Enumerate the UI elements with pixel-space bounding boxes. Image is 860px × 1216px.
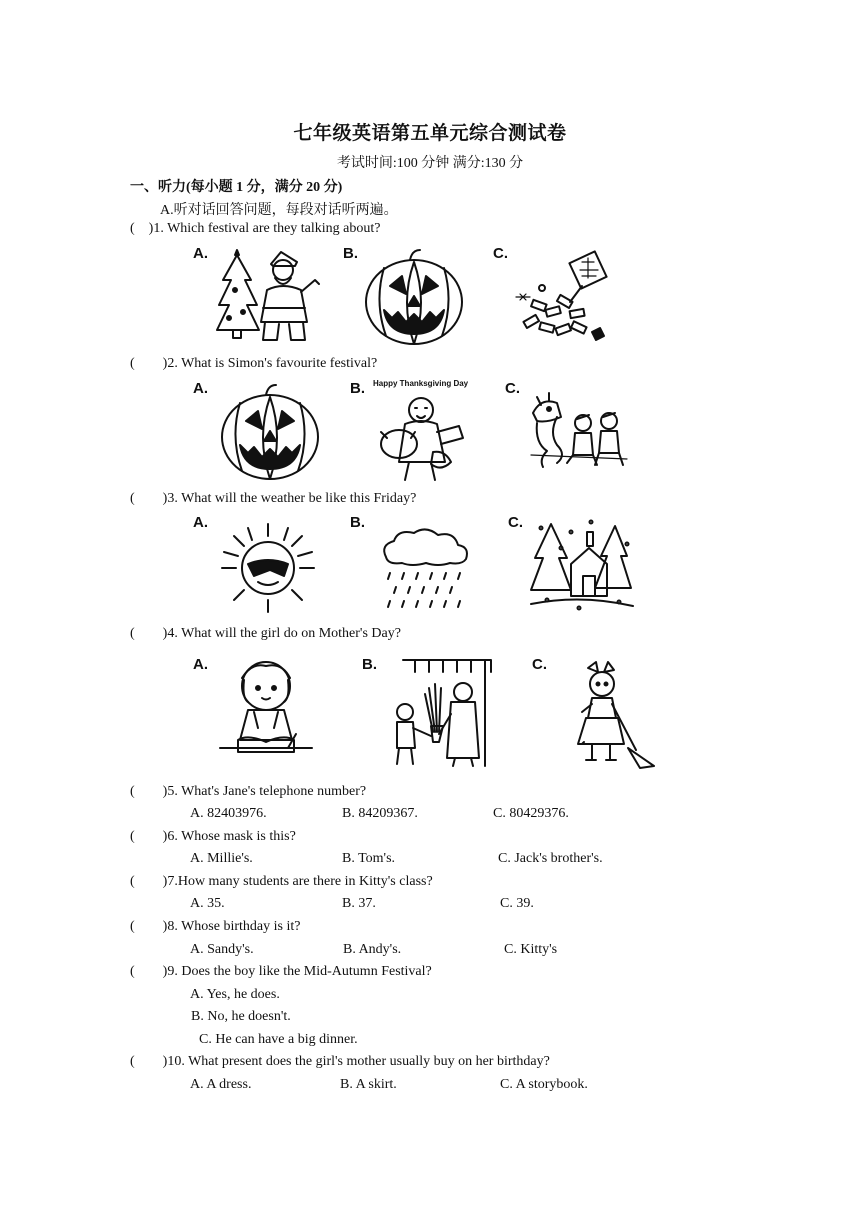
option-label: B. [362, 656, 377, 673]
option-a[interactable]: A. Sandy's. [190, 942, 254, 957]
option-b[interactable]: B. Andy's. [343, 942, 402, 957]
part-a-instruction: A.听对话回答问题，每段对话听两遍。 [160, 203, 398, 218]
question-4 [130, 626, 401, 642]
thanksgiving-turkey-icon[interactable] [375, 392, 470, 482]
answer-blank[interactable]: ( ) [130, 829, 168, 844]
option-c[interactable]: C. A storybook. [500, 1077, 588, 1092]
christmas-tree-santa-icon[interactable] [215, 250, 325, 345]
question-5 [130, 784, 366, 800]
option-label: C. [532, 656, 547, 673]
option-label: A. [193, 245, 208, 262]
question-1 [130, 221, 381, 237]
question-9 [130, 964, 432, 980]
option-b[interactable]: B. A skirt. [340, 1077, 397, 1092]
option-c[interactable]: C. Jack's brother's. [498, 851, 603, 866]
question-10 [130, 1054, 550, 1070]
question-6 [130, 829, 296, 845]
answer-blank[interactable]: ( ) [130, 356, 168, 371]
question-text: 5. What's Jane's telephone number? [167, 784, 367, 799]
question-text: 6. Whose mask is this? [167, 829, 296, 844]
option-a[interactable]: A. 82403976. [190, 806, 267, 821]
answer-blank[interactable]: ( ) [130, 221, 154, 236]
question-2 [130, 356, 377, 372]
jack-o-lantern-icon[interactable] [362, 248, 466, 346]
answer-blank[interactable]: ( ) [130, 491, 168, 506]
answer-blank[interactable]: ( ) [130, 919, 168, 934]
question-text: 2. What is Simon's favourite festival? [167, 356, 378, 371]
option-label: B. [350, 514, 365, 531]
thanksgiving-caption: Happy Thanksgiving Day [373, 379, 469, 388]
question-3 [130, 491, 416, 507]
option-label: B. [350, 380, 365, 397]
question-text: 7.How many students are there in Kitty's class? [167, 874, 433, 889]
option-label: A. [193, 380, 208, 397]
option-label: C. [508, 514, 523, 531]
option-c[interactable]: C. He can have a big dinner. [199, 1032, 358, 1047]
option-label: B. [343, 245, 358, 262]
option-b[interactable]: B. Tom's. [342, 851, 396, 866]
answer-blank[interactable]: ( ) [130, 964, 168, 979]
answer-blank[interactable]: ( ) [130, 626, 168, 641]
question-text: 10. What present does the girl's mother usually buy on her birthday? [167, 1054, 550, 1069]
option-label: C. [493, 245, 508, 262]
girl-sweeping-icon[interactable] [568, 660, 656, 770]
option-a[interactable]: A. A dress. [190, 1077, 252, 1092]
question-text: 9. Does the boy like the Mid-Autumn Festival? [167, 964, 432, 979]
section-heading-listening: 一、听力(每小题 1 分，满分 20 分) [130, 180, 343, 195]
option-b[interactable]: B. 37. [342, 896, 376, 911]
option-b[interactable]: B. 84209367. [342, 806, 418, 821]
answer-blank[interactable]: ( ) [130, 1054, 168, 1069]
jack-o-lantern-icon[interactable] [218, 383, 322, 481]
snowy-house-icon[interactable] [531, 518, 633, 616]
question-text: 3. What will the weather be like this Friday? [167, 491, 417, 506]
page-title: 七年级英语第五单元综合测试卷 [293, 122, 567, 144]
option-a[interactable]: A. Millie's. [190, 851, 253, 866]
question-text: 8. Whose birthday is it? [167, 919, 301, 934]
sun-icon[interactable] [218, 522, 318, 614]
option-a[interactable]: A. Yes, he does. [190, 987, 280, 1002]
option-b[interactable]: B. No, he doesn't. [191, 1009, 291, 1024]
answer-blank[interactable]: ( ) [130, 784, 168, 799]
option-label: C. [505, 380, 520, 397]
answer-blank[interactable]: ( ) [130, 874, 168, 889]
option-c[interactable]: C. 80429376. [493, 806, 569, 821]
option-label: A. [193, 514, 208, 531]
rain-cloud-icon[interactable] [376, 527, 472, 609]
question-text: 1. Which festival are they talking about? [153, 221, 381, 236]
exam-info: 考试时间:100 分钟 满分:130 分 [336, 156, 524, 171]
option-c[interactable]: C. 39. [500, 896, 534, 911]
girl-writing-card-icon[interactable] [218, 656, 314, 768]
option-c[interactable]: C. Kitty's [504, 942, 558, 957]
question-7 [130, 874, 433, 890]
question-text: 4. What will the girl do on Mother's Day? [167, 626, 401, 641]
dragon-dance-icon[interactable] [527, 393, 632, 471]
option-a[interactable]: A. 35. [190, 896, 225, 911]
option-label: A. [193, 656, 208, 673]
firecrackers-spring-festival-icon[interactable] [512, 250, 632, 344]
question-8 [130, 919, 300, 935]
giving-flowers-icon[interactable] [385, 658, 495, 768]
